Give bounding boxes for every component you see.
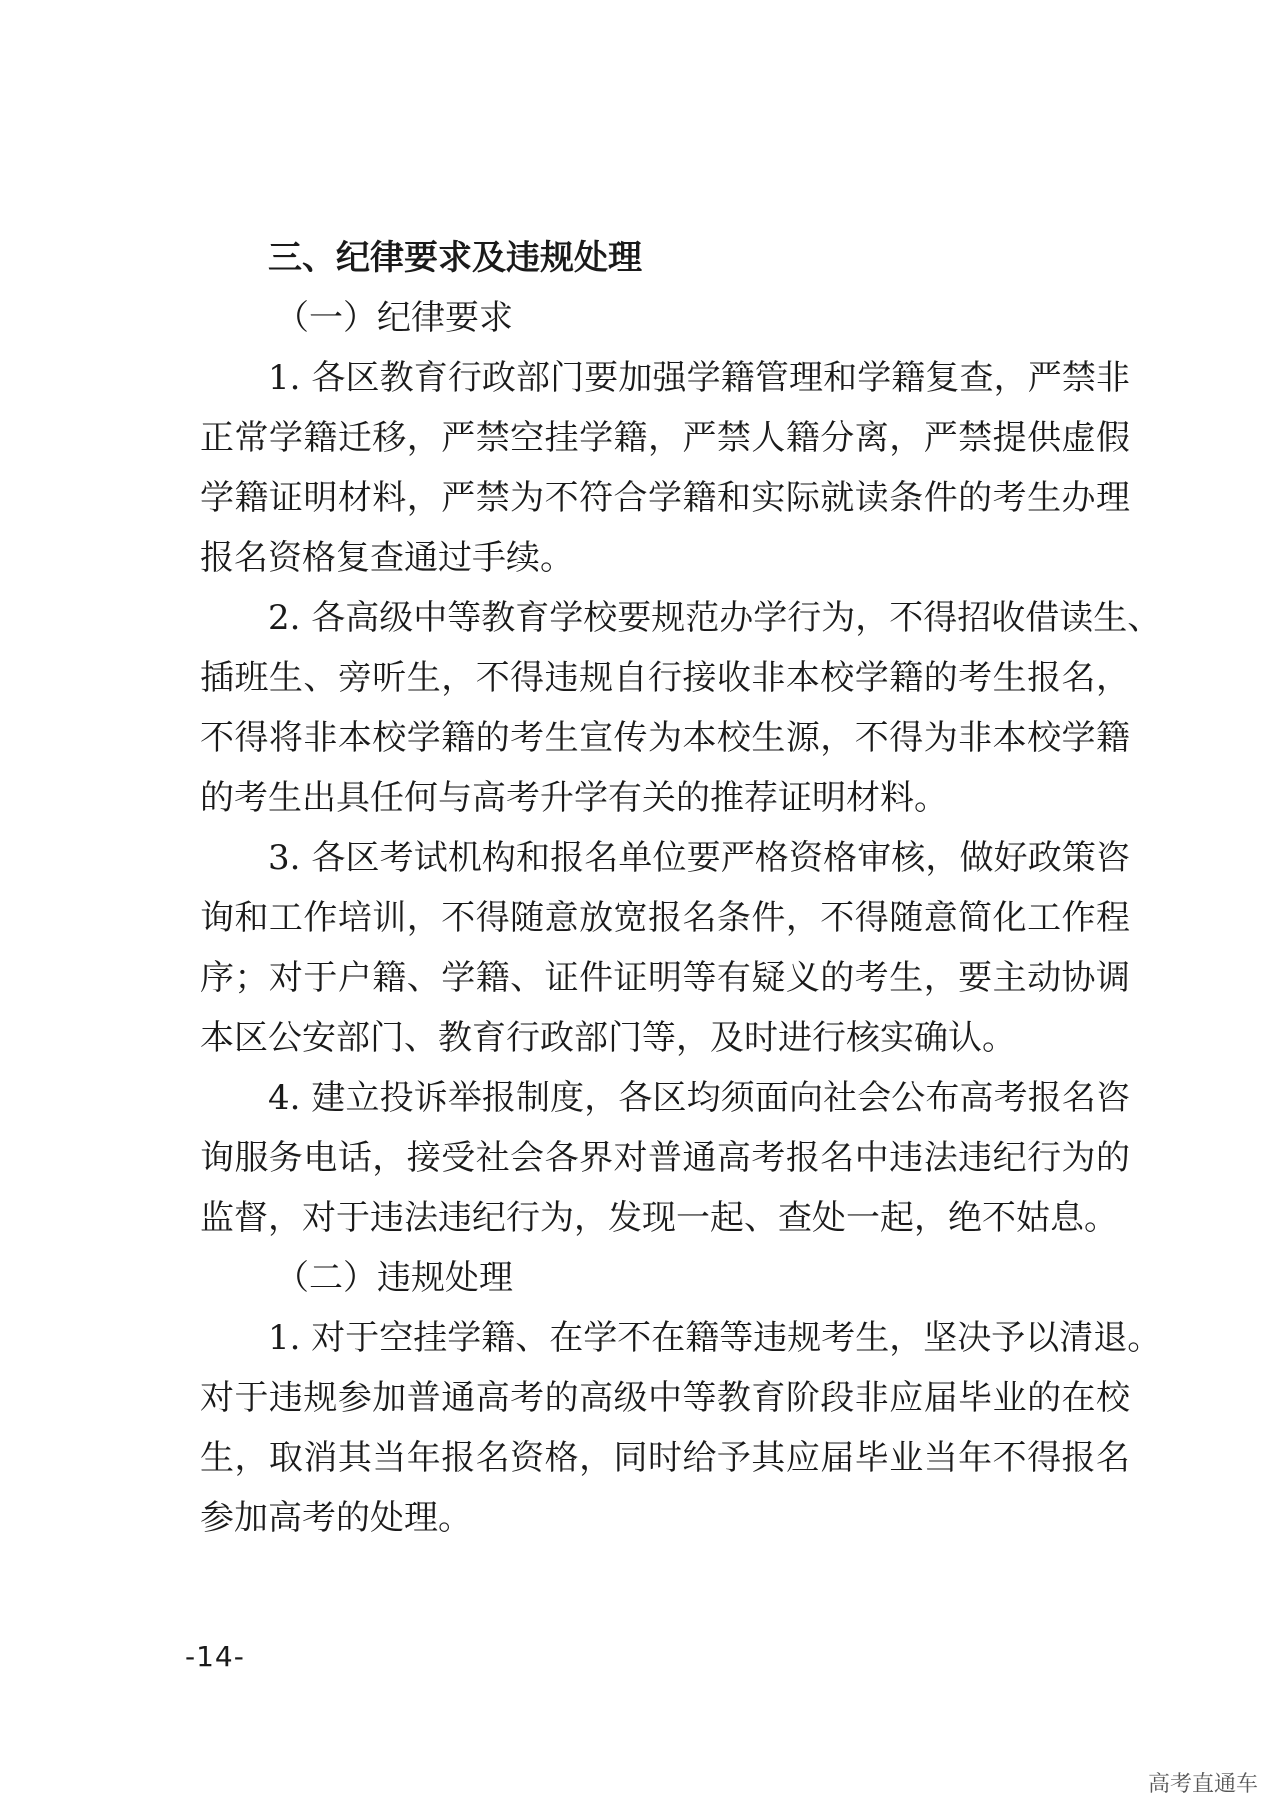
paragraph-4 bbox=[200, 1068, 1130, 1248]
paragraph-line: 报名资格复查通过手续。 bbox=[200, 538, 574, 578]
paragraph-line: 生，取消其当年报名资格，同时给予其应届毕业当年不得报名 bbox=[200, 1438, 1130, 1478]
paragraph-line: 学籍证明材料，严禁为不符合学籍和实际就读条件的考生办理 bbox=[200, 478, 1130, 518]
paragraph-line: 参加高考的处理。 bbox=[200, 1498, 472, 1538]
paragraph-line: 3. 各区考试机构和报名单位要严格资格审核，做好政策咨 bbox=[268, 838, 1130, 878]
paragraph-line: 监督，对于违法违纪行为，发现一起、查处一起，绝不姑息。 bbox=[200, 1198, 1118, 1238]
paragraph-3 bbox=[200, 828, 1130, 1068]
paragraph-line: 序；对于户籍、学籍、证件证明等有疑义的考生，要主动协调 bbox=[200, 958, 1130, 998]
subsection-heading-violations: （二）违规处理 bbox=[275, 1258, 513, 1298]
paragraph-2 bbox=[200, 588, 1162, 828]
paragraph-line: 询服务电话，接受社会各界对普通高考报名中违法违纪行为的 bbox=[200, 1138, 1130, 1178]
paragraph-line: 询和工作培训，不得随意放宽报名条件，不得随意简化工作程 bbox=[200, 898, 1130, 938]
watermark-text: 高考直通车 bbox=[1147, 1772, 1258, 1797]
paragraph-line: 插班生、旁听生，不得违规自行接收非本校学籍的考生报名， bbox=[200, 658, 1130, 698]
paragraph-line: 的考生出具任何与高考升学有关的推荐证明材料。 bbox=[200, 778, 948, 818]
paragraph-1 bbox=[200, 348, 1130, 588]
paragraph-line: 2. 各高级中等教育学校要规范办学行为，不得招收借读生、 bbox=[268, 598, 1162, 638]
paragraph-line: 1. 各区教育行政部门要加强学籍管理和学籍复查，严禁非 bbox=[268, 358, 1130, 398]
paragraph-line: 对于违规参加普通高考的高级中等教育阶段非应届毕业的在校 bbox=[200, 1378, 1130, 1418]
paragraph-line: 不得将非本校学籍的考生宣传为本校生源，不得为非本校学籍 bbox=[200, 718, 1130, 758]
page-number: -14- bbox=[185, 1640, 245, 1673]
paragraph-line: 本区公安部门、教育行政部门等，及时进行核实确认。 bbox=[200, 1018, 1016, 1058]
paragraph-line: 1. 对于空挂学籍、在学不在籍等违规考生，坚决予以清退。 bbox=[268, 1318, 1162, 1358]
subsection-heading-discipline: （一）纪律要求 bbox=[275, 298, 513, 338]
document-body bbox=[200, 228, 1162, 1548]
paragraph-line: 4. 建立投诉举报制度，各区均须面向社会公布高考报名咨 bbox=[268, 1078, 1130, 1118]
section-heading: 三、纪律要求及违规处理 bbox=[268, 238, 642, 278]
paragraph-5 bbox=[200, 1308, 1162, 1548]
paragraph-line: 正常学籍迁移，严禁空挂学籍，严禁人籍分离，严禁提供虚假 bbox=[200, 418, 1130, 458]
